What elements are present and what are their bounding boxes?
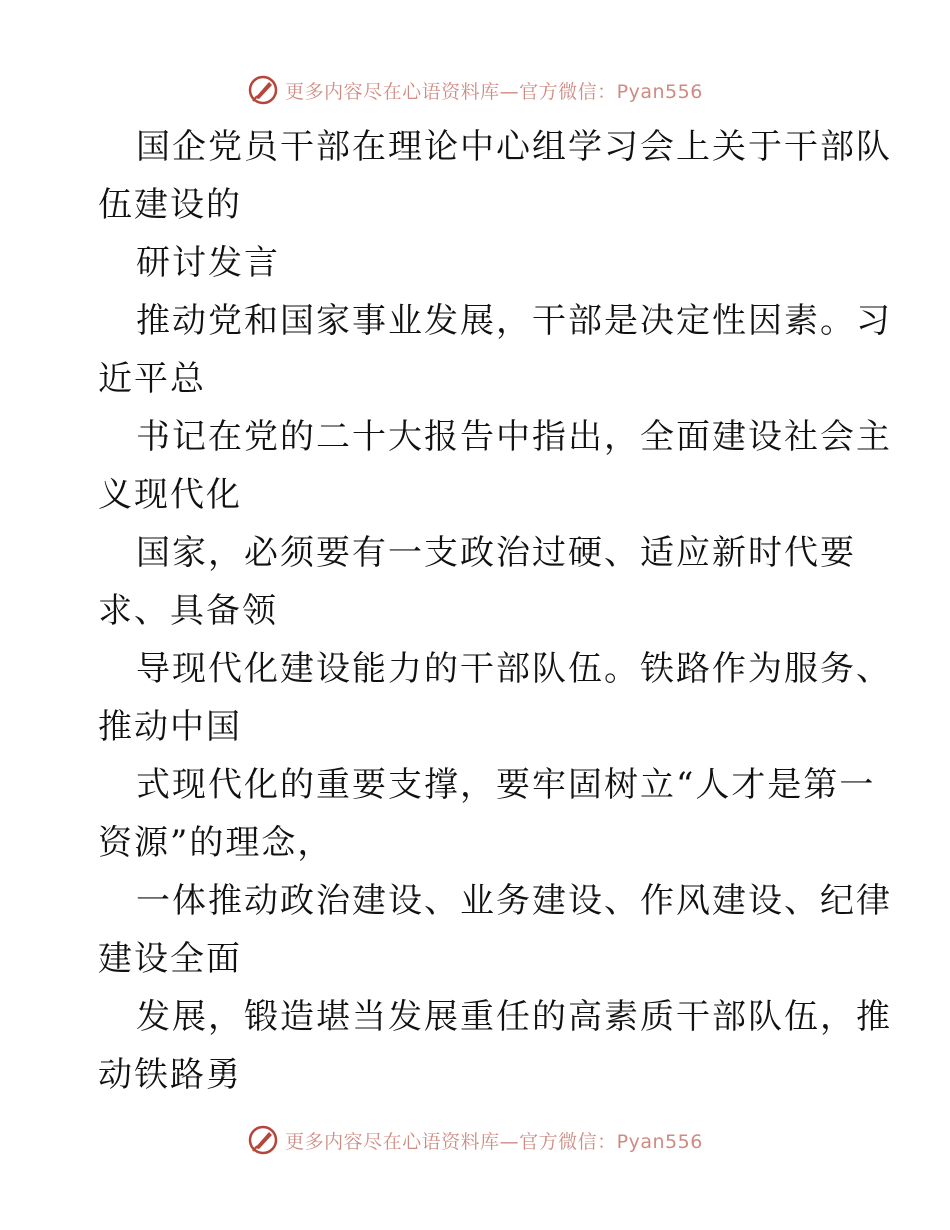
text-line: 推动党和国家事业发展，干部是决定性因素。习 (136, 301, 892, 341)
quill-seal-icon (247, 74, 279, 106)
text-line: 国企党员干部在理论中心组学习会上关于干部队 (136, 127, 892, 167)
text-line: 研讨发言 (136, 243, 280, 283)
header-watermark-text: 更多内容尽在心语资料库—官方微信：Pyan556 (285, 80, 703, 103)
text-line: 求、具备领 (98, 591, 278, 631)
text-line: 伍建设的 (98, 185, 242, 225)
header-watermark-banner (0, 70, 950, 110)
text-line: 发展，锻造堪当发展重任的高素质干部队伍，推 (136, 997, 892, 1037)
text-line: 近平总 (98, 359, 206, 399)
quill-seal-icon (247, 1124, 279, 1156)
footer-watermark-banner (0, 1120, 950, 1160)
text-line: 书记在党的二十大报告中指出，全面建设社会主 (136, 417, 892, 457)
text-line: 导现代化建设能力的干部队伍。铁路作为服务、 (136, 649, 892, 689)
footer-watermark-text: 更多内容尽在心语资料库—官方微信：Pyan556 (285, 1130, 703, 1153)
text-line: 推动中国 (98, 707, 242, 747)
text-line: 动铁路勇 (98, 1055, 242, 1095)
document-body (98, 118, 892, 1104)
text-line: 式现代化的重要支撑，要牢固树立“人才是第一 (136, 765, 876, 805)
text-line: 建设全面 (98, 939, 242, 979)
text-line: 义现代化 (98, 475, 242, 515)
text-line: 一体推动政治建设、业务建设、作风建设、纪律 (136, 881, 892, 921)
text-line: 资源”的理念， (98, 823, 334, 863)
text-line: 国家，必须要有一支政治过硬、适应新时代要 (136, 533, 856, 573)
